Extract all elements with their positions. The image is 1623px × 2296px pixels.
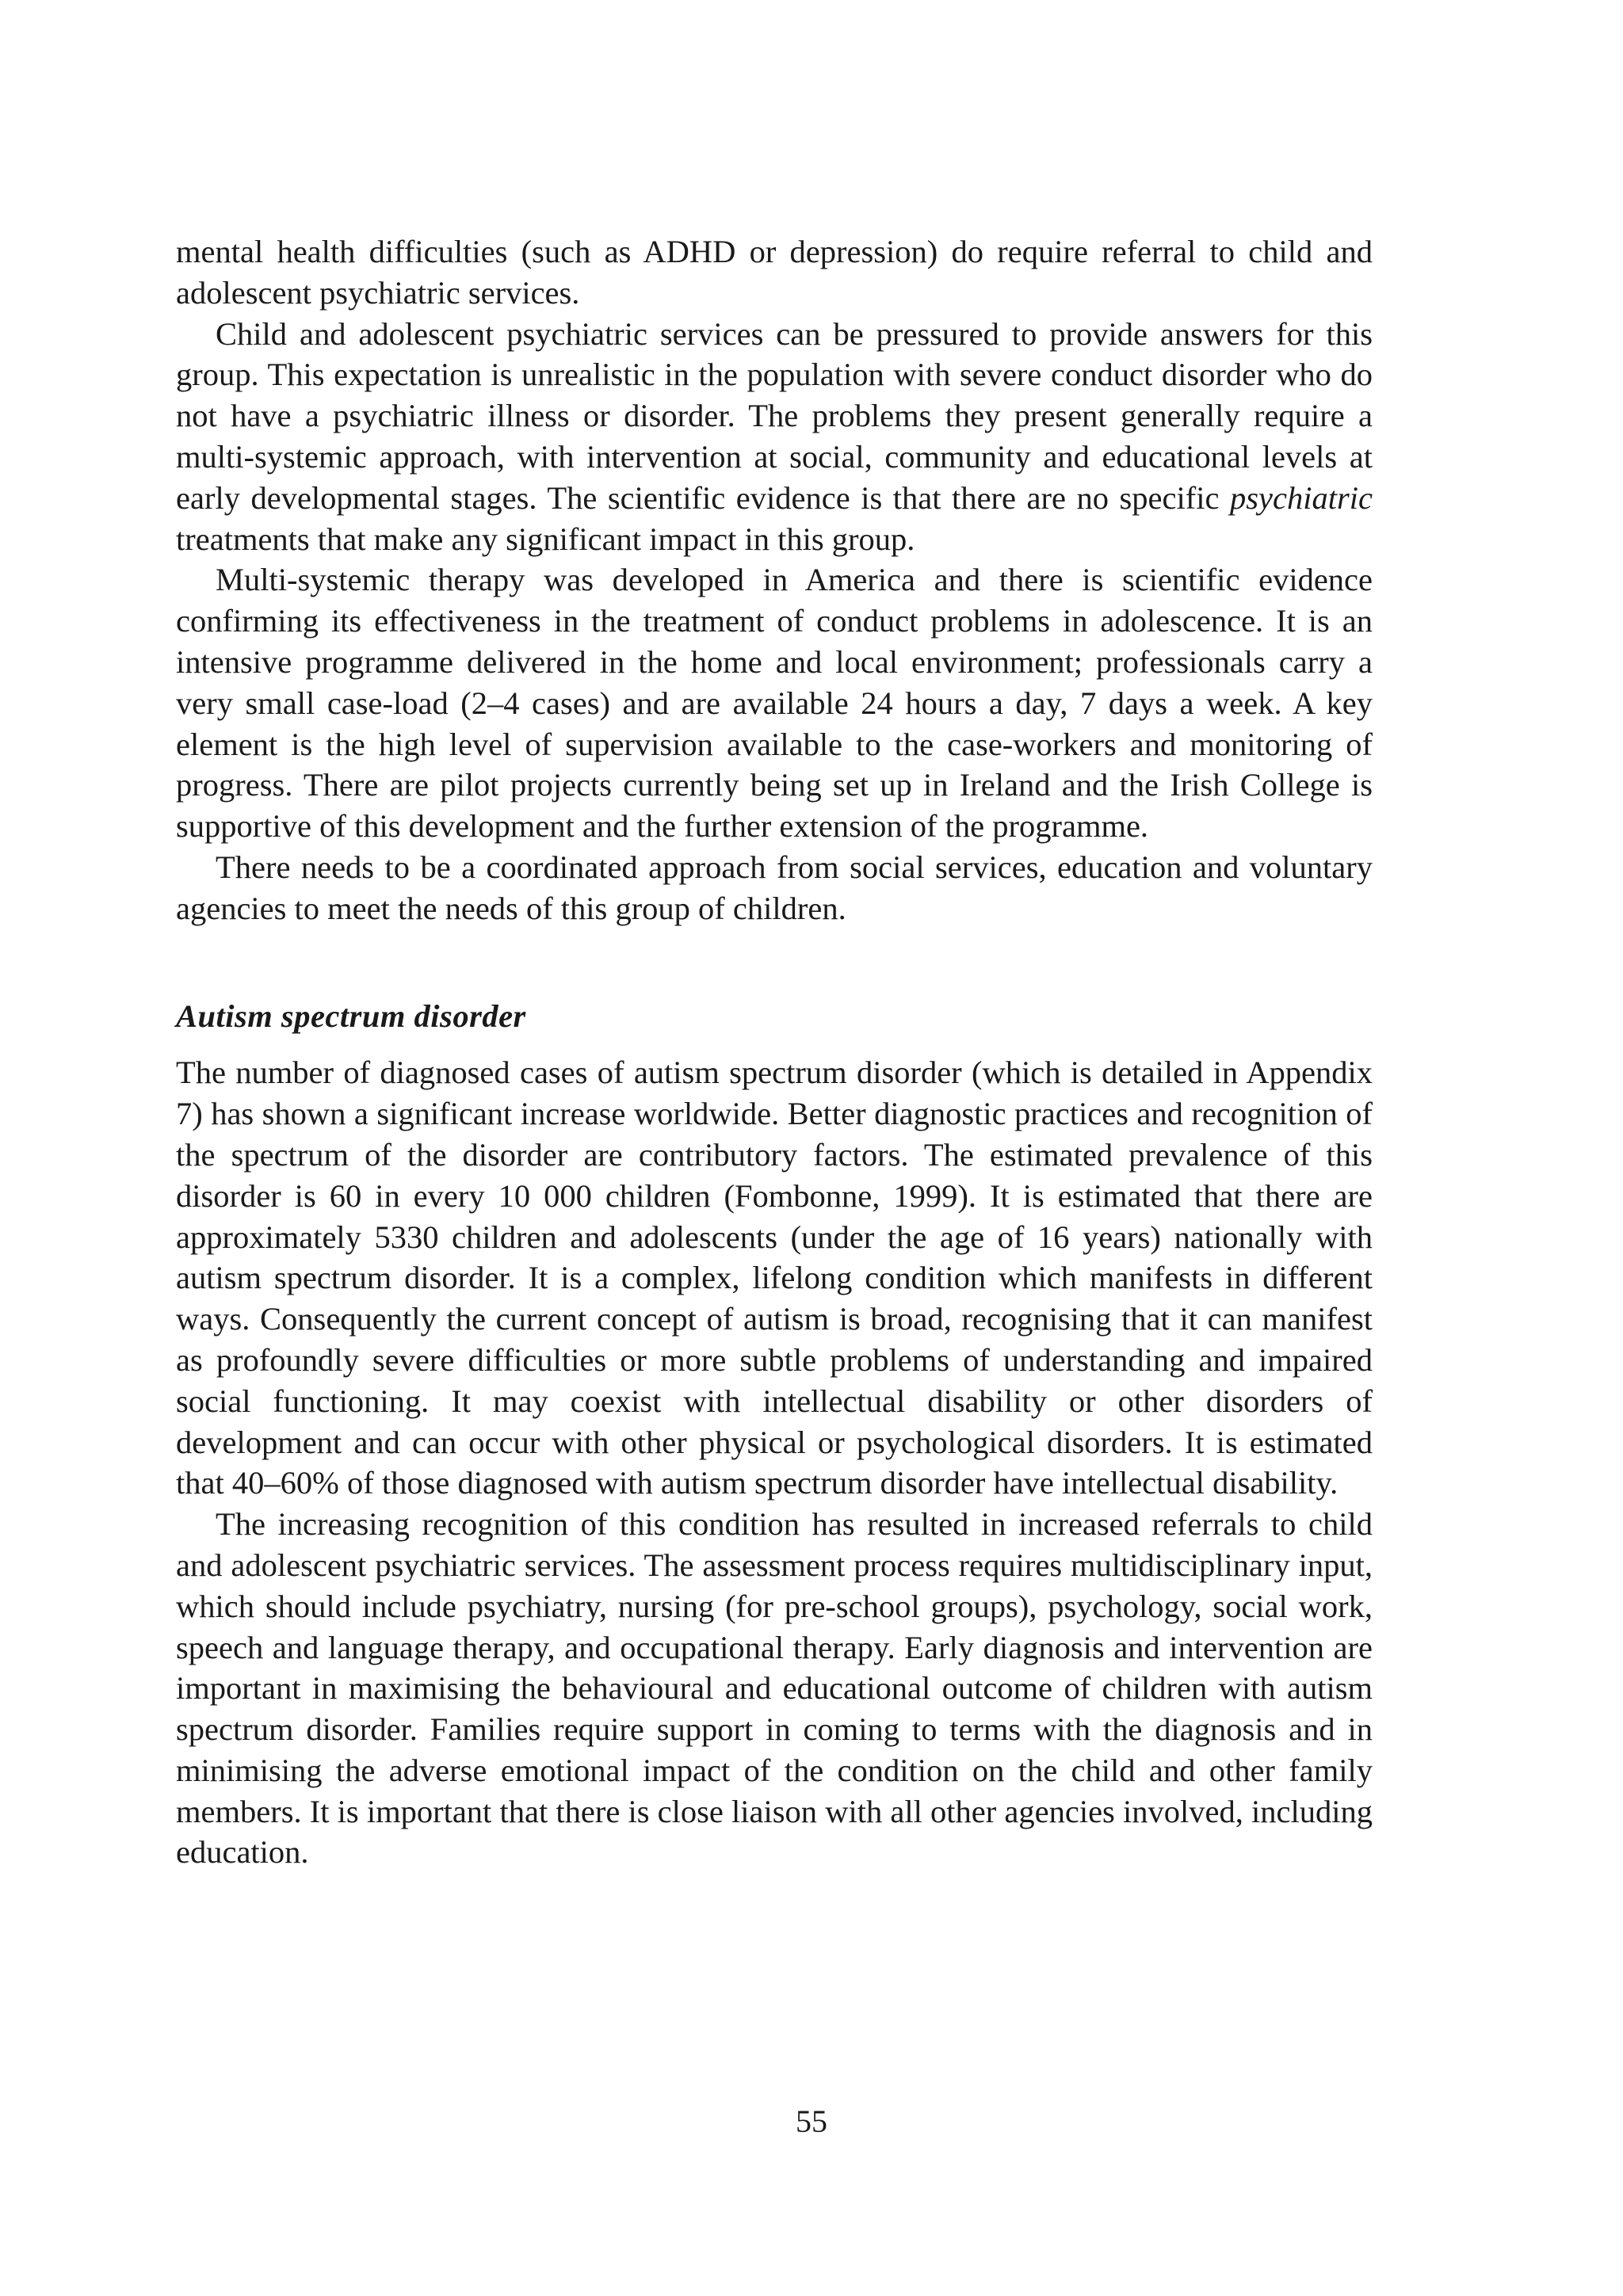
paragraph-text: Child and adolescent psychiatric services can be pressured to provide answers for this group. This expectation is unrealistic in the population with severe conduct disorder who do not have a psychiatric illness or disorder. The problems they present generally require a multi-systemic approach, with intervention at social, community and educational levels at early developmental stages. The scientific evidence is that there are no specific [176,315,1373,516]
paragraph-coordinated-approach [176,847,1373,929]
heading-spacer [176,1036,1373,1052]
paragraph-text: treatments that make any significant impact in this group. [176,521,915,557]
paragraph-autism-referrals [176,1504,1373,1873]
paragraph-multi-systemic-therapy [176,559,1373,847]
paragraph-text: The number of diagnosed cases of autism spectrum disorder (which is detailed in Appendix 7) has shown a significant increase worldwide. Better diagnostic practices and recognition of the spectrum of the disorder are contributory factors. The estimated prevalence of this disorder is 60 in every 10 000 children (Fombonne, 1999). It is estimated that there are approximately 5330 children and adolescents (under the age of 16 years) nationally with autism spectrum disorder. It is a complex, lifelong condition which manifests in different ways. Consequently the current concept of autism is broad, recognising that it can manifest as profoundly severe difficulties or more subtle problems of understanding and impaired social functioning. It may coexist with intellectual disability or other disorders of development and can occur with other physical or psychological disorders. It is estimated that 40–60% of those diagnosed with autism spectrum disorder have intellectual disability. [176,1055,1373,1501]
paragraph-text: Multi-systemic therapy was developed in America and there is scientific evidence confirming its effectiveness in the treatment of conduct problems in adolescence. It is an intensive programme delivered in the home and local environment; professionals carry a very small case-load (2–4 cases) and are available 24 hours a day, 7 days a week. A key element is the high level of supervision available to the case-workers and monitoring of progress. There are pilot projects currently being set up in Ireland and the Irish College is supportive of this development and the further extension of the programme. [176,562,1373,845]
paragraph-text: There needs to be a coordinated approach from social services, education and voluntary agencies to meet the needs of this group of children. [176,849,1373,926]
section-heading-autism: Autism spectrum disorder [176,997,526,1034]
paragraph-text: mental health difficulties (such as ADHD or depression) do require referral to child and adolescent psychiatric services. [176,234,1373,311]
paragraph-psychiatric-pressure [176,314,1373,560]
paragraph-referral [176,231,1373,314]
page-number: 55 [796,2103,827,2139]
page-body [176,231,1373,1873]
section-spacer [176,929,1373,996]
emphasis-psychiatric: psychiatric [1230,479,1373,516]
paragraph-text: The increasing recognition of this condition has resulted in increased referrals to child and adolescent psychiatric services. The assessment process requires multidisciplinary input, which should include psychiatry, nursing (for pre-school groups), psychology, social work, speech and language therapy, and occupational therapy. Early diagnosis and intervention are important in maximising the behavioural and educational outcome of children with autism spectrum disorder. Families require support in coming to terms with the diagnosis and in minimising the adverse emotional impact of the condition on the child and other family members. It is important that there is close liaison with all other agencies involved, including education. [176,1506,1373,1871]
paragraph-autism-prevalence [176,1052,1373,1504]
